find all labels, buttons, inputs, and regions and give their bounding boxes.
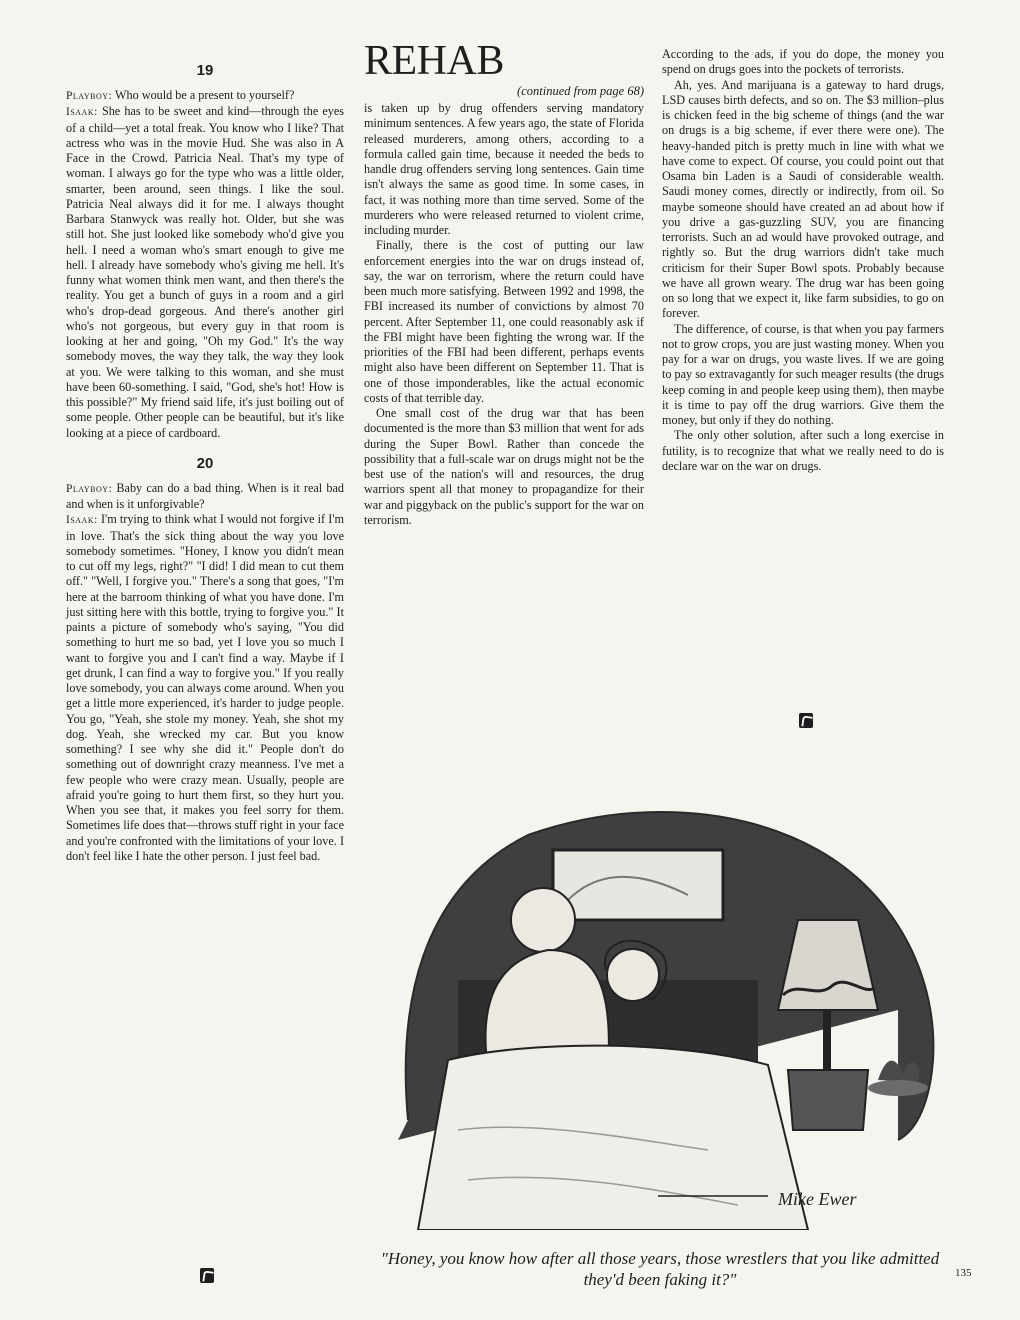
- cartoon-signature: Mike Ewer: [778, 1189, 857, 1209]
- cartoon-caption: "Honey, you know how after all those years, those wrestlers that you like admitted they'd been faking it?": [380, 1249, 940, 1289]
- article-title: REHAB: [364, 38, 504, 84]
- continued-note: (continued from page 68): [517, 84, 644, 98]
- playboy-rabbit-icon: [200, 1268, 214, 1283]
- question-20: [66, 481, 344, 513]
- question-number-19: 19: [196, 62, 214, 79]
- rehab-column-continued: [662, 47, 944, 474]
- question-19: [66, 88, 344, 104]
- rehab-paragraph: The difference, of course, is that when you pay farmers not to grow crops, you are just wasting money. When you pay for a war on drugs, you waste lives. If we are going to pay so extravagantly for such meager results (the drugs keep coming in and people keep using them), then maybe it is time to pay off the drug warriors. Give them the money, but only if they do nothing.: [662, 321, 944, 427]
- rehab-column: [364, 40, 644, 528]
- rehab-paragraph: Finally, there is the cost of putting our law enforcement energies into the war on drugs instead of, say, the war on terrorism, where the return could have been much more satisfying. Between 1992 and 1998, the FBI increased its number of convictions by almost 70 percent. After September 11, one could reasonably ask if the FBI might have been fighting the wrong war. If the priorities of the FBI had been different, perhaps events might also have been different on September 11. That is one of those imponderables, like the actual economic costs of that terrible day.: [364, 238, 644, 405]
- rehab-paragraph: The only other solution, after such a long exercise in futility, is to recognize that what we really need to do is declare war on the war on drugs.: [662, 428, 944, 473]
- speaker-playboy: Playboy:: [66, 482, 113, 495]
- rehab-paragraph: Ah, yes. And marijuana is a gateway to hard drugs, LSD causes birth defects, and so on. The $3 million–plus is chicken feed in the big scheme of things (and the war on drugs is a big scheme, if ever there were one). The heavy-handed pitch is pretty much in line with what we have come to expect. Of course, you could point out that Osama bin Laden is a Saudi of considerable wealth. Saudi money comes, directly or indirectly, from oil. So maybe someone should have created an ad about how if you drive a gas-guzzling SUV, you are financing terrorists. Such an ad would have provoked outrage, and rightly so. But the drug warriors didn't take much criticism for their Super Bowl spots. Probably because we have all grown weary. The drug war has been going on so long that we expect it, like farm subsidies, to go on forever.: [662, 77, 944, 321]
- page-number: 135: [955, 1267, 972, 1279]
- answer-19-text: She has to be sweet and kind—through the eyes of a child—yet a total freak. You know who I like? That actress who was in the movie Hud. She was also in A Face in the Crowd. Patricia Neal. That's my type of woman. I always go for the type who was a little older, smarter, been around, seen things. I like the soul. Patricia Neal always did it for me. I always thought Barbara Stanwyck was really hot. Older, but she was still hot. She just looked like somebody who'd give you hell. I need a woman who's smart enough to give me hell. I already have somebody who's giving me hell. It's funny what women think men want, and then there's the reality. You get a bunch of guys in a room and a girl who's drop-dead gorgeous. And there's another girl who's not gorgeous, but every guy in that room is looking at her and going, "Oh my God." It's the way somebody moves, the way they talk, the way they look at you. We were talking to this woman, and she must have been 60-something. I said, "God, she's hot! How is this possible?" My friend said life, it's just boiling out of some people. Other people can be beautiful, but it's like looking at a piece of cardboard.: [66, 104, 345, 440]
- question-19-text: Who would be a present to yourself?: [115, 88, 295, 102]
- interview-column: [66, 62, 344, 864]
- rehab-paragraph: is taken up by drug offenders serving mandatory minimum sentences. A few years ago, the state of Florida released murderers, among others, according to a formula called gain time, because it needed the beds to handle drug offenders serving long sentences. Gain time isn't always the same as good time. In some cases, in fact, it was nothing more than time served. Some of the murderers who were released returned to violent crime, including murder.: [364, 101, 644, 237]
- answer-20-text: I'm trying to think what I would not forgive if I'm in love. That's the sick thing about the way you love somebody sometimes. "Honey, I know you didn't mean to cut off my legs, right?" "I did! I did mean to cut them off." "Well, I forgive you." There's a song that goes, "I'm here at the barroom thinking of what you have done. I'm just sitting here with this bottle, trying to forgive you." It paints a picture of somebody who's saying, "You did something to hurt me so bad, yet I love you so much I want to forgive you and I can't find a way. Maybe if I get drunk, I can find a way to forgive you." If you really love somebody, you can always come around. When you get a little more experienced, it's harder to judge people. You go, "Yeah, she stole my money. Yeah, she shot my dog. Yeah, she wrecked my car. But you know something? I see why she did it." People don't do something out of downright crazy meanness. I've met a few people who were crazy mean. Usually, people are afraid you're going to hurt them first, so they hurt you. When you see that, it makes you feel sorry for them. Sometimes life does that—throws stuff right in your face and you're confronted with the limitations of your love. I don't feel like I hate the other person. I just feel bad.: [66, 512, 345, 863]
- speaker-isaak: Isaak:: [66, 106, 98, 119]
- rehab-paragraph: One small cost of the drug war that has been documented is the more than $3 million that went for ads during the Super Bowl. Rather than concede the possibility that a full-scale war on drugs might not be the best use of the nation's will and resources, the drug warriors spent all that money to propagandize for their war and piggyback on the public's support for the war on terrorism.: [364, 406, 644, 527]
- speaker-playboy: Playboy:: [66, 90, 113, 102]
- question-20-text: Baby can do a bad thing. When is it real bad and when is it unforgivable?: [66, 480, 344, 511]
- rehab-paragraph: According to the ads, if you do dope, the money you spend on drugs goes into the pockets of terrorists.: [662, 47, 944, 77]
- playboy-rabbit-icon: [799, 713, 813, 728]
- answer-19: [66, 104, 344, 441]
- speaker-isaak: Isaak:: [66, 514, 98, 527]
- question-number-20: 20: [196, 454, 214, 472]
- cartoon-illustration: [378, 810, 948, 1230]
- answer-20: [66, 512, 344, 864]
